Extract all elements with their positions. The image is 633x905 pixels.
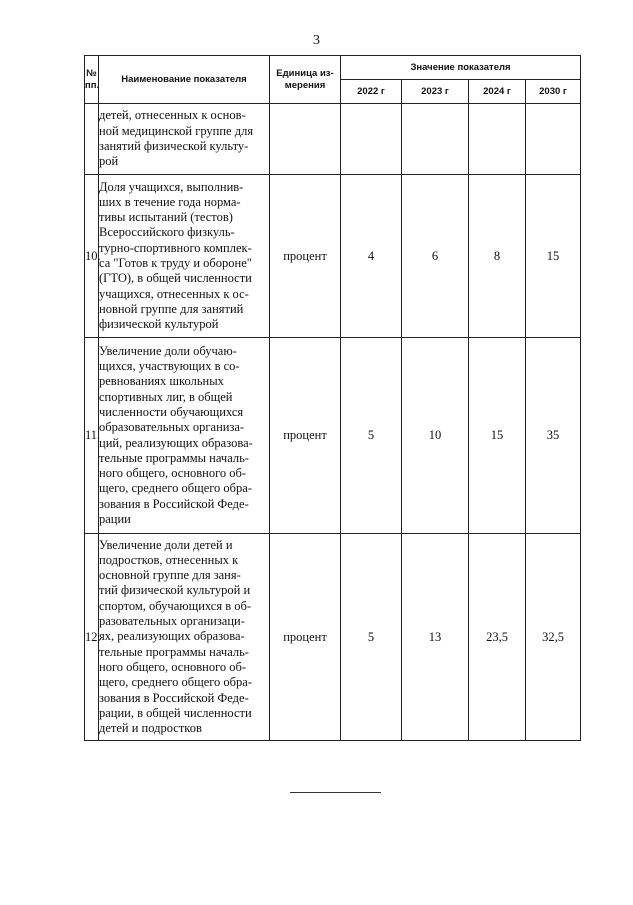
row-value-2023: 10 — [402, 338, 469, 534]
row-indicator-name: Увеличение доли обучаю- щихся, участвующих в со- ревнованиях школьных спортивных лиг, в общей численности обучающихся образовательных организа- ций, реализующих образова- тельные программы началь- ного общего, основного об- щего, среднего общего обра- зования в Российской Феде- рации — [99, 338, 270, 534]
row-num: 11. — [85, 338, 99, 534]
table-row — [85, 534, 581, 741]
row-value-2030: 15 — [526, 175, 581, 338]
page-number: 3 — [313, 33, 320, 48]
row-value-2022 — [341, 104, 402, 175]
row-indicator-name: Увеличение доли детей и подростков, отнесенных к основной группе для заня- тий физической культурой и спортом, обучающихся в об- разовательных организаци- ях, реализующих образова- тельные программы началь- ного общего, основного об- щего, среднего общего обра- зования в Российской Феде- рации, в общей численности детей и подростков — [99, 534, 270, 741]
row-num — [85, 104, 99, 175]
row-value-2022: 5 — [341, 534, 402, 741]
header-year: 2024 г — [469, 80, 526, 104]
header-year: 2030 г — [526, 80, 581, 104]
row-value-2024 — [469, 104, 526, 175]
row-unit — [270, 104, 341, 175]
header-value-group: Значение показателя — [341, 56, 581, 80]
row-value-2030 — [526, 104, 581, 175]
row-unit: процент — [270, 338, 341, 534]
table-row — [85, 104, 581, 175]
row-num: 12. — [85, 534, 99, 741]
header-year: 2023 г — [402, 80, 469, 104]
indicator-table — [84, 55, 581, 741]
end-of-document-rule — [290, 792, 381, 793]
header-unit: Единица из- мерения — [270, 56, 341, 104]
row-unit: процент — [270, 175, 341, 338]
row-value-2023: 13 — [402, 534, 469, 741]
table-row — [85, 175, 581, 338]
header-name: Наименование показателя — [99, 56, 270, 104]
row-value-2030: 35 — [526, 338, 581, 534]
row-value-2024: 15 — [469, 338, 526, 534]
table-row — [85, 338, 581, 534]
row-value-2022: 4 — [341, 175, 402, 338]
row-value-2022: 5 — [341, 338, 402, 534]
row-num: 10. — [85, 175, 99, 338]
row-indicator-name: детей, отнесенных к основ- ной медицинской группе для занятий физической культу- рой — [99, 104, 270, 175]
row-value-2024: 8 — [469, 175, 526, 338]
row-value-2030: 32,5 — [526, 534, 581, 741]
row-indicator-name: Доля учащихся, выполнив- ших в течение года норма- тивы испытаний (тестов) Всероссийского физкуль- турно-спортивного комплек- са "Готов к труду и обороне" (ГТО), в общей численности учащихся, отнесенных к ос- новной группе для занятий физической культурой — [99, 175, 270, 338]
row-value-2024: 23,5 — [469, 534, 526, 741]
row-value-2023 — [402, 104, 469, 175]
header-year: 2022 г — [341, 80, 402, 104]
header-num: № пп. — [85, 56, 99, 104]
row-value-2023: 6 — [402, 175, 469, 338]
row-unit: процент — [270, 534, 341, 741]
